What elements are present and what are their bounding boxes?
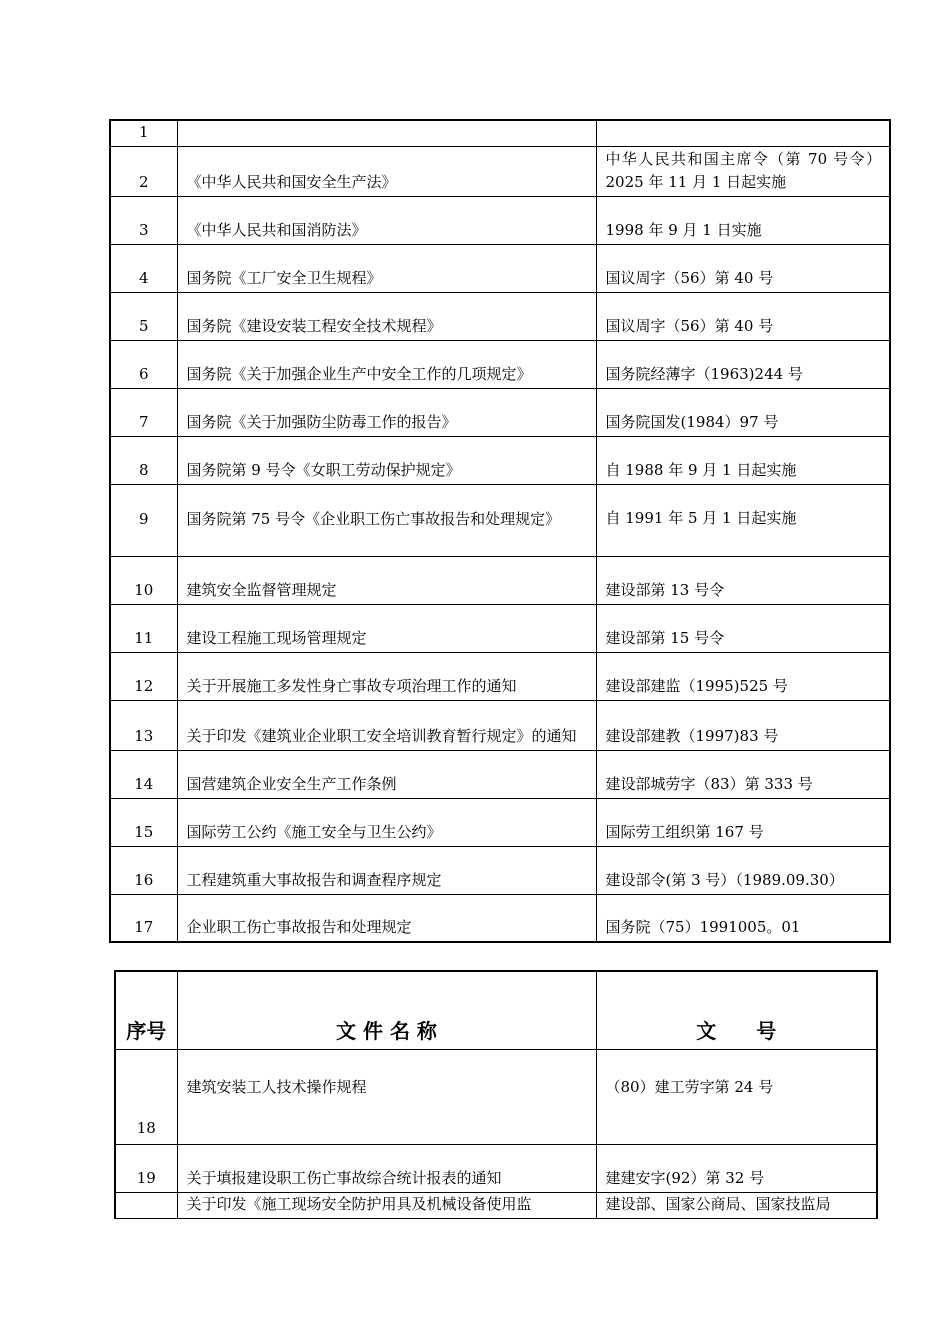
table-row [110,147,890,197]
document-number: 建设部城劳字（83）第 333 号 [596,751,890,799]
document-name [177,120,596,147]
row-number: 9 [110,485,177,557]
table-row [110,293,890,341]
document-name: 国务院《关于加强防尘防毒工作的报告》 [177,389,596,437]
table-row [110,799,890,847]
document-number: 1998 年 9 月 1 日实施 [596,197,890,245]
document-name: 国务院第 75 号令《企业职工伤亡事故报告和处理规定》 [177,485,596,557]
document-number: 建设部令(第 3 号）（1989.09.30） [596,847,890,895]
document-name: 国际劳工公约《施工安全与卫生公约》 [177,799,596,847]
table-row [110,197,890,245]
document-number: 建设部第 13 号令 [596,557,890,605]
table-row [110,701,890,751]
document-number: 国务院经薄字（1963)244 号 [596,341,890,389]
row-number: 19 [115,1144,177,1192]
document-name: 关于填报建设职工伤亡事故综合统计报表的通知 [177,1144,596,1192]
document-number: 国务院（75）1991005。01 [596,895,890,942]
document-number: 建设部第 15 号令 [596,605,890,653]
table-row [110,653,890,701]
row-number: 17 [110,895,177,942]
document-name: 关于开展施工多发性身亡事故专项治理工作的通知 [177,653,596,701]
document-number: 自 1988 年 9 月 1 日起实施 [596,437,890,485]
document-number: 国议周字（56）第 40 号 [596,245,890,293]
document-number: 建设部、国家公商局、国家技监局 [596,1192,877,1218]
row-number: 1 [110,120,177,147]
document-name: 国营建筑企业安全生产工作条例 [177,751,596,799]
table-row [110,120,890,147]
document-number: （80）建工劳字第 24 号 [596,1049,877,1144]
table-row [110,605,890,653]
table-row [110,485,890,557]
row-number: 16 [110,847,177,895]
document-name: 建设工程施工现场管理规定 [177,605,596,653]
table-row [115,1049,877,1144]
document-name: 《中华人民共和国安全生产法》 [177,147,596,197]
document-name: 《中华人民共和国消防法》 [177,197,596,245]
document-number: 建建安字(92）第 32 号 [596,1144,877,1192]
document-number: 中华人民共和国主席令（第 70 号令）2025 年 11 月 1 日起实施 [596,147,890,197]
table-row [110,389,890,437]
row-number: 13 [110,701,177,751]
table-row [110,751,890,799]
row-number: 5 [110,293,177,341]
document-name: 工程建筑重大事故报告和调查程序规定 [177,847,596,895]
table-row [110,557,890,605]
regulations-table-1 [109,119,891,943]
row-number: 8 [110,437,177,485]
header-document-number: 文 号 [596,971,877,1049]
document-name: 关于印发《建筑业企业职工安全培训教育暂行规定》的通知 [177,701,596,751]
row-number: 15 [110,799,177,847]
row-number: 4 [110,245,177,293]
header-document-name: 文 件 名 称 [177,971,596,1049]
table-row [115,1144,877,1192]
table-row [110,437,890,485]
document-number [596,120,890,147]
row-number: 14 [110,751,177,799]
row-number: 2 [110,147,177,197]
document-number: 建设部建监（1995)525 号 [596,653,890,701]
row-number: 10 [110,557,177,605]
row-number: 12 [110,653,177,701]
row-number [115,1192,177,1218]
document-name: 关于印发《施工现场安全防护用具及机械设备使用监 [177,1192,596,1218]
row-number: 3 [110,197,177,245]
document-number: 建设部建教（1997)83 号 [596,701,890,751]
table-row [115,1192,877,1218]
document-name: 企业职工伤亡事故报告和处理规定 [177,895,596,942]
document-name: 建筑安装工人技术操作规程 [177,1049,596,1144]
table-row [110,341,890,389]
table-row [110,245,890,293]
document-number: 自 1991 年 5 月 1 日起实施 [596,485,890,557]
row-number: 6 [110,341,177,389]
document-number: 国议周字（56）第 40 号 [596,293,890,341]
document-name: 国务院《建设安装工程安全技术规程》 [177,293,596,341]
table-header-row [115,971,877,1049]
table-row [110,895,890,942]
document-number: 国务院国发(1984）97 号 [596,389,890,437]
row-number: 11 [110,605,177,653]
row-number: 7 [110,389,177,437]
document-name: 国务院《工厂安全卫生规程》 [177,245,596,293]
document-number: 国际劳工组织第 167 号 [596,799,890,847]
table-row [110,847,890,895]
header-number: 序号 [115,971,177,1049]
regulations-table-2 [114,970,878,1219]
row-number: 18 [115,1049,177,1144]
document-name: 国务院第 9 号令《女职工劳动保护规定》 [177,437,596,485]
document-name: 建筑安全监督管理规定 [177,557,596,605]
document-name: 国务院《关于加强企业生产中安全工作的几项规定》 [177,341,596,389]
